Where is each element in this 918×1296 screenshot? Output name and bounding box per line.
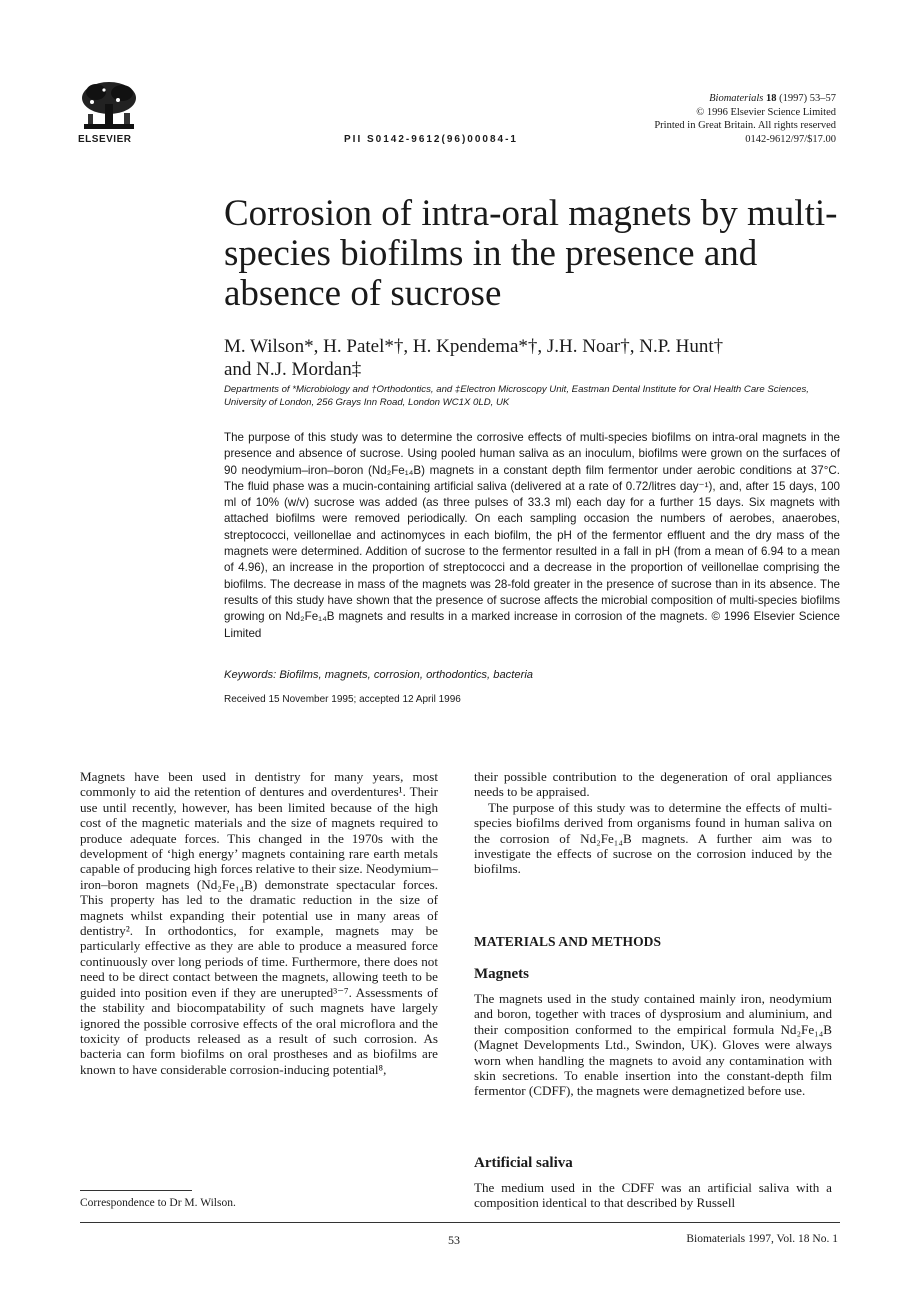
keywords: Keywords: Biofilms, magnets, corrosion, orthodontics, bacteria — [224, 669, 534, 681]
introduction-right-column — [474, 769, 832, 877]
footer-divider — [80, 1222, 840, 1223]
page-number: 53 — [448, 1233, 460, 1247]
issn-price: 0142-9612/97/$17.00 — [745, 133, 836, 145]
artificial-saliva-paragraph: The medium used in the CDFF was an artificial saliva with a composition identical to that described by Russell — [474, 1180, 832, 1211]
study-purpose-paragraph: The purpose of this study was to determine the effects of multi-species biofilms derived from organisms found in human saliva on the corrosion of Nd₂Fe₁₄B magnets. A further aim was to investigate the effects of sucrose on the corrosion induced by the biofilms. — [474, 799, 832, 877]
subsection-heading-artificial-saliva: Artificial saliva — [474, 1155, 573, 1171]
printed-line: Printed in Great Britain. All rights reserved — [654, 120, 836, 131]
authors-line-2: and N.J. Mordan‡ — [224, 359, 362, 380]
elsevier-tree-logo — [78, 80, 140, 136]
pii-code: PII S0142-9612(96)00084-1 — [344, 134, 518, 145]
correspondence-footnote: Correspondence to Dr M. Wilson. — [80, 1197, 236, 1209]
article-title: Corrosion of intra-oral magnets by multi-species biofilms in the presence and absence of sucrose — [224, 193, 838, 314]
authors-line-1: M. Wilson*, H. Patel*†, H. Kpendema*†, J.H. Noar†, N.P. Hunt† — [224, 336, 724, 357]
copyright-line: © 1996 Elsevier Science Limited — [696, 106, 836, 118]
footer-journal-issue: Biomaterials 1997, Vol. 18 No. 1 — [686, 1233, 838, 1245]
section-heading-methods: MATERIALS AND METHODS — [474, 934, 662, 949]
abstract: The purpose of this study was to determine the corrosive effects of multi-species biofilms on intra-oral magnets in the presence and absence of sucrose. Using pooled human saliva as an inoculum, biofilms were grown on the surfaces of 90 neodymium–iron–boron (Nd₂Fe₁₄B) magnets in a constant depth film fermentor under aerobic conditions at 37°C. The fluid phase was a mucin-containing artificial saliva (delivered at a rate of 0.72/litres day⁻¹), and, after 15 days, 100 ml of 10% (w/v) sucrose was added (as three pulses of 33.3 ml) each day for a further 15 days. Six magnets with attached biofilms were removed periodically. On each sampling occasion the numbers of aerobes, anaerobes, streptococci, veillonellae and actinomyces in each biofilm, the pH of the fermentor effluent and the dry mass of the magnets were determined. Addition of sucrose to the fermentor resulted in a fall in pH (from a mean of 6.94 to a mean of 4.96), an increase in the proportion of streptococci and a decrease in the proportion of veillonellae comprising the biofilms. The decrease in mass of the magnets was 28-fold greater in the presence of sucrose than in its absence. The results of this study have shown that the presence of sucrose affects the microbial composition of multi-species biofilms growing on Nd₂Fe₁₄B magnets and results in a marked increase in corrosion of the magnets. © 1996 Elsevier Science Limited — [224, 431, 840, 640]
journal-info — [516, 92, 836, 146]
footnote-divider — [80, 1190, 192, 1191]
introduction-left-column — [80, 769, 438, 1077]
received-dates: Received 15 November 1995; accepted 12 April 1996 — [224, 694, 461, 705]
publisher-name: ELSEVIER — [78, 134, 132, 145]
journal-citation: Biomaterials 18 (1997) 53–57 — [709, 93, 836, 104]
introduction-continuation: their possible contribution to the degeneration of oral appliances needs to be appraised. — [474, 769, 832, 800]
magnets-paragraph: The magnets used in the study contained mainly iron, neodymium and boron, together with traces of dysprosium and aluminium, and their composition conformed to the empirical formula Nd₂Fe₁₄B (Magnet Developments Ltd., Swindon, UK). Gloves were always worn when handling the magnets to avoid any contamination with skin secretions. To enable insertion into the constant-depth film fermentor (CDFF), the magnets were demagnetized before use. — [474, 991, 832, 1099]
subsection-heading-magnets: Magnets — [474, 966, 529, 982]
affiliation: Departments of *Microbiology and †Orthodontics, and ‡Electron Microscopy Unit, Eastman Dental Institute for Oral Health Care Sciences, University of London, 256 Grays Inn Road, London WC1X 0LD, UK — [224, 384, 809, 408]
author-list — [224, 335, 844, 381]
introduction-paragraph: Magnets have been used in dentistry for many years, most commonly to aid the retention of dentures and overdentures¹. Their use until recently, however, has been limited because of the high cost of the magnetic materials and the size of magnets required to produce adequate forces. This changed in the 1970s with the development of ‘high energy’ magnets containing rare earth metals capable of producing high forces relative to their size. Neodymium–iron–boron magnets (Nd₂Fe₁₄B) demonstrate spectacular forces. This property has led to the dramatic reduction in the size of magnets whilst expanding their potential use in many areas of dentistry². In orthodontics, for example, magnets may be particularly effective as they are able to produce a measured force continuously over long periods of time. Furthermore, there does not need to be direct contact between the magnets, allowing teeth to be guided into position even if they are unerupted³⁻⁷. Assessments of the stability and biocompatability of such magnets have largely ignored the possible corrosive effects of the oral microflora and the toxicity of products released as a result of such corrosion. As bacteria can form biofilms on oral prostheses and as biofilms are known to have considerable corrosion-inducing potential⁸, — [80, 769, 438, 1077]
